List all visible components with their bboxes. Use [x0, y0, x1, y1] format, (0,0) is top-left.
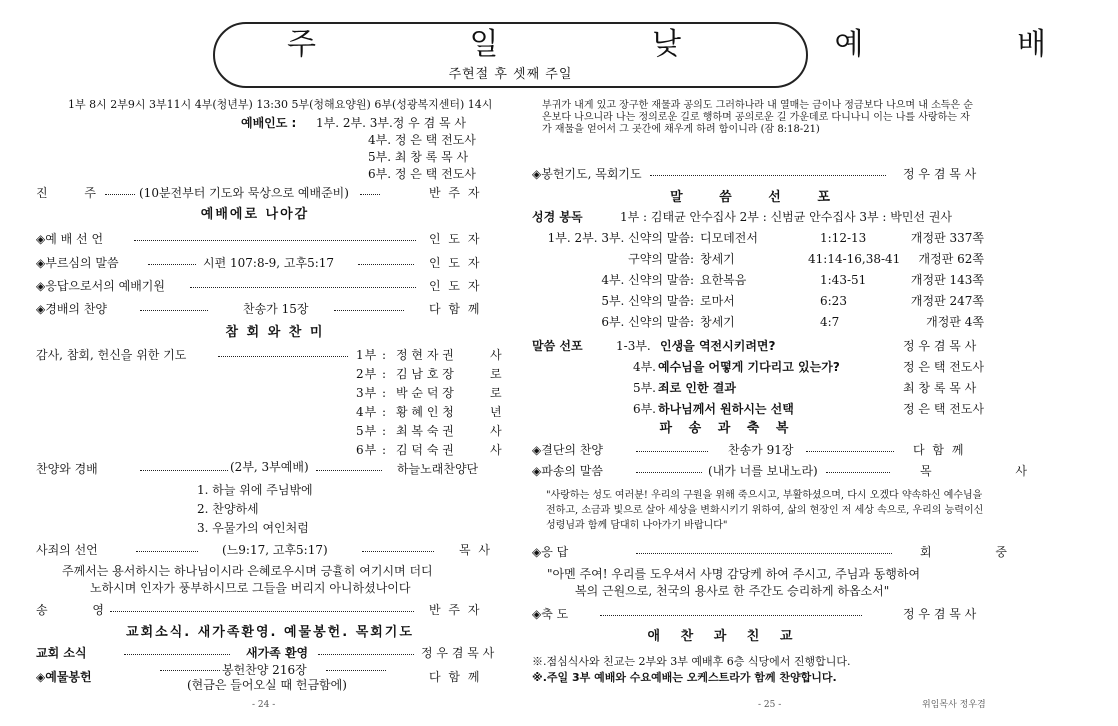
leader-dots — [806, 451, 894, 452]
sermon-title: 죄로 인한 결과 — [658, 381, 736, 395]
hymn2-number: 찬송가 91장 — [728, 443, 794, 457]
leader-dots — [326, 670, 386, 671]
scripture-passage: 부귀가 내게 있고 장구한 재물과 공의도 그러하나라 내 열매는 금이나 정금보다 나으며 내 소득은 순은보다 나으니라 나는 정의로운 길로 행하며 공의로운 길 가운데로 다니나니 이는 나를 사랑하는 자가 재물을 얻어서 그 곳간에 채우게 하려 함이니라 (잠 8:18-21) — [542, 100, 973, 135]
reading-page: 개정판 62쪽 — [918, 252, 984, 266]
leader-dots — [358, 264, 414, 265]
footer-pastor: 위임목사 정우겸 — [922, 700, 986, 710]
reading-page: 개정판 143쪽 — [910, 273, 984, 287]
reading-service: 5부. 신약의 말씀: — [601, 294, 694, 308]
hymn2-leader: 다 함 께 — [913, 443, 966, 457]
benediction-label: ◈축 도 — [532, 607, 569, 621]
leader-dots — [826, 472, 890, 473]
absolution-text: 주께서는 용서하시는 하나님이시라 은혜로우시며 긍휼히 여기시며 더디 — [62, 564, 433, 578]
response-label: ◈응답으로서의 예배기원 — [36, 279, 165, 293]
section-heading: 애 찬 과 친 교 — [647, 629, 801, 644]
prelude-leader: 반 주 자 — [429, 186, 482, 200]
prayer-role: 로 — [490, 367, 502, 381]
reading-book: 로마서 — [700, 294, 735, 308]
offering-hymn: 봉헌찬양 216장 — [222, 663, 307, 677]
prayer-service: 6부 : — [356, 443, 388, 457]
sermon-title: 예수님을 어떻게 기다리고 있는가? — [658, 360, 840, 374]
prayer-service: 3부 : — [356, 386, 388, 400]
section-heading: 파 송 과 축 복 — [659, 421, 795, 436]
prayer-role: 사 — [490, 443, 502, 457]
section-heading: 참 회 와 찬 미 — [225, 325, 325, 340]
leader-dots — [316, 470, 382, 471]
reading-ref: 41:14-16,38-41 — [808, 252, 901, 266]
praise-team: 하늘노래찬양단 — [397, 462, 479, 476]
prayer-role: 년 — [490, 405, 502, 419]
absolution-leader: 목 사 — [459, 543, 492, 557]
notice-item: ※.주일 3부 예배와 수요예배는 오케스트라가 함께 찬양합니다. — [532, 671, 837, 684]
prayer-leader: 김 남 호 장 — [396, 367, 454, 381]
news-welcome: 새가족 환영 — [246, 646, 309, 660]
sermon-preacher: 정 은 택 전도사 — [903, 360, 984, 374]
leader-dots — [190, 287, 416, 288]
prayer-service: 4부 : — [356, 405, 388, 419]
reading-ref: 6:23 — [820, 294, 847, 308]
sermon-service: 6부. — [632, 402, 656, 416]
section-heading: 예배에로 나아감 — [200, 207, 310, 222]
reply-text: 복의 근원으로, 천국의 용사로 한 주간도 승리하게 하옵소서" — [575, 584, 890, 598]
sermon-preacher: 최 창 록 목 사 — [903, 381, 977, 395]
call-leader: 인 도 자 — [429, 232, 482, 246]
service-times: 1부 8시 2부9시 3부11시 4부(청년부) 13:30 5부(청해요양원) 6부(성광복지센터) 14시 — [68, 98, 493, 111]
leader-dots — [136, 551, 198, 552]
readers-list: 1부 : 김태균 안수집사 2부 : 신범균 안수집사 3부 : 박민선 권사 — [620, 210, 953, 224]
sermon-preacher: 정 우 겸 목 사 — [903, 339, 977, 353]
reading-book: 창세기 — [700, 252, 735, 266]
section-heading: 말 씀 선 포 — [670, 190, 846, 205]
leader-line: 4부. 정 은 택 전도사 — [368, 133, 476, 147]
sending-label: ◈파송의 말씀 — [532, 464, 604, 478]
reading-page: 개정판 4쪽 — [926, 315, 984, 329]
greeting-leader: 인 도 자 — [429, 256, 482, 270]
offering-note: (현금은 들어오실 때 헌금함에) — [187, 678, 347, 692]
leader-dots — [105, 194, 135, 195]
reading-page: 개정판 247쪽 — [910, 294, 984, 308]
leader-dots — [134, 240, 416, 241]
sending-text: "사랑하는 성도 여러분! 우리의 구원을 위해 죽으시고, 부활하셨으며, 다시 오겠다 약속하신 예수님을 전하고, 소금과 빛으로 살아 세상을 변화시키기 위하여, 삶의 현장인 저 세상 속으로, 우리의 능력이신 성령님과 함께 담대히 나아가기 바랍니다" — [546, 490, 984, 531]
sermon-title: 인생을 역전시키려면? — [660, 339, 776, 353]
hymn2-label: ◈결단의 찬양 — [532, 443, 604, 457]
song-item: 1. 하늘 위에 주님밖에 — [197, 483, 313, 497]
reading-ref: 1:43-51 — [820, 273, 867, 287]
leader-dots — [110, 611, 414, 612]
song-item: 2. 찬양하세 — [197, 502, 259, 516]
leader-dots — [636, 451, 708, 452]
hymn-number: 찬송가 15장 — [243, 302, 309, 316]
leader-dots — [140, 470, 228, 471]
reading-book: 창세기 — [700, 315, 735, 329]
prelude-desc: (10분전부터 기도와 묵상으로 예배준비) — [139, 186, 349, 200]
prayer-role: 로 — [490, 386, 502, 400]
reply-text: "아멘 주여! 우리를 도우셔서 사명 감당케 하여 주시고, 주님과 동행하여 — [547, 567, 921, 581]
page-title: 주 일 낮 예 배 — [287, 27, 1118, 62]
greeting-label: ◈부르심의 말씀 — [36, 256, 119, 270]
prayer-role: 사 — [490, 348, 502, 362]
response-leader: 인 도 자 — [429, 279, 482, 293]
call-label: ◈예 배 선 언 — [36, 232, 104, 246]
prayer-role: 사 — [490, 424, 502, 438]
prayer-leader: 김 덕 숙 권 — [396, 443, 454, 457]
news-leader: 정 우 겸 목 사 — [421, 646, 495, 660]
leader-dots — [362, 551, 434, 552]
leader-dots — [600, 615, 862, 616]
reading-service: 구약의 말씀: — [628, 252, 694, 266]
reading-page: 개정판 337쪽 — [910, 231, 984, 245]
reply-label: ◈응 답 — [532, 545, 569, 559]
reply-leader: 회 중 — [920, 545, 1037, 559]
prayer-leader: 황 혜 인 청 — [396, 405, 454, 419]
leader-dots — [636, 553, 892, 554]
song-item: 3. 우물가의 여인처럼 — [197, 521, 309, 535]
reading-ref: 4:7 — [820, 315, 840, 329]
absolution-scripture: (느9:17, 고후5:17) — [222, 543, 328, 557]
reading-service: 4부. 신약의 말씀: — [601, 273, 694, 287]
readers-label: 성경 봉독 — [532, 210, 583, 224]
sending-title: (내가 너를 보내노라) — [708, 464, 818, 478]
offer-prayer-leader: 정 우 겸 목 사 — [903, 167, 977, 181]
prayer-leader: 정 현 자 권 — [396, 348, 454, 362]
hymn-leader: 다 함 께 — [429, 302, 482, 316]
doxology-leader: 반 주 자 — [429, 603, 482, 617]
prayer-label: 감사, 참회, 헌신을 위한 기도 — [36, 348, 187, 362]
reading-book: 디모데전서 — [700, 231, 758, 245]
page-number: - 24 - — [252, 700, 276, 710]
reading-ref: 1:12-13 — [820, 231, 867, 245]
doxology-label: 송 영 — [36, 603, 106, 617]
leader-dots — [124, 654, 230, 655]
prelude-label: 진 주 — [36, 186, 98, 200]
praise-note: (2부, 3부예배) — [230, 460, 309, 474]
leader-dots — [360, 194, 380, 195]
reading-service: 6부. 신약의 말씀: — [601, 315, 694, 329]
leader-line: 5부. 최 창 록 목 사 — [368, 150, 469, 164]
sermon-title: 하나님께서 원하시는 선택 — [658, 402, 794, 416]
reading-service: 1부. 2부. 3부. 신약의 말씀: — [547, 231, 694, 245]
offering-label: ◈예물봉헌 — [36, 670, 92, 684]
absolution-label: 사죄의 선언 — [36, 543, 98, 557]
leader-dots — [650, 175, 886, 176]
leader-line: 1부. 2부. 3부.정 우 겸 목 사 — [316, 116, 466, 130]
offering-leader: 다 함 께 — [429, 670, 482, 684]
sermon-label: 말씀 선포 — [532, 339, 583, 353]
leader-line: 6부. 정 은 택 전도사 — [368, 167, 476, 181]
leader-dots — [160, 670, 220, 671]
sermon-preacher: 정 은 택 전도사 — [903, 402, 984, 416]
news-label: 교회 소식 — [36, 646, 87, 660]
prayer-leader: 박 순 덕 장 — [396, 386, 454, 400]
prayer-service: 2부 : — [356, 367, 388, 381]
praise-label: 찬양와 경배 — [36, 462, 98, 476]
prayer-service: 1부 : — [356, 348, 388, 362]
leader-dots — [218, 356, 348, 357]
section-heading: 교회소식. 새가족환영. 예물봉헌. 목회기도 — [126, 625, 414, 640]
offer-prayer-label: ◈봉헌기도, 목회기도 — [532, 167, 642, 181]
page-number: - 25 - — [758, 700, 782, 710]
hymn-label: ◈경배의 찬양 — [36, 302, 108, 316]
sending-leader: 목 사 — [920, 464, 1067, 478]
leader-dots — [148, 264, 196, 265]
absolution-text: 노하시며 인자가 풍부하시므로 그들을 버리지 아니하셨나이다 — [90, 581, 411, 595]
leader-dots — [636, 472, 702, 473]
prayer-leader: 최 복 숙 권 — [396, 424, 454, 438]
page-subtitle: 주현절 후 셋째 주일 — [448, 67, 573, 82]
leader-dots — [334, 310, 404, 311]
leader-dots — [318, 654, 414, 655]
reading-book: 요한복음 — [700, 273, 747, 287]
sermon-service: 1-3부. — [616, 339, 651, 353]
leader-dots — [140, 310, 208, 311]
sermon-service: 5부. — [632, 381, 656, 395]
title-banner — [213, 22, 1118, 88]
sermon-service: 4부. — [632, 360, 656, 374]
prayer-service: 5부 : — [356, 424, 388, 438]
notice-item: ※.점심식사와 친교는 2부와 3부 예배후 6층 식당에서 진행합니다. — [532, 655, 851, 668]
benediction-leader: 정 우 겸 목 사 — [903, 607, 977, 621]
greeting-scripture: 시편 107:8-9, 고후5:17 — [203, 256, 335, 270]
leaders-label: 예배인도 : — [241, 116, 297, 130]
